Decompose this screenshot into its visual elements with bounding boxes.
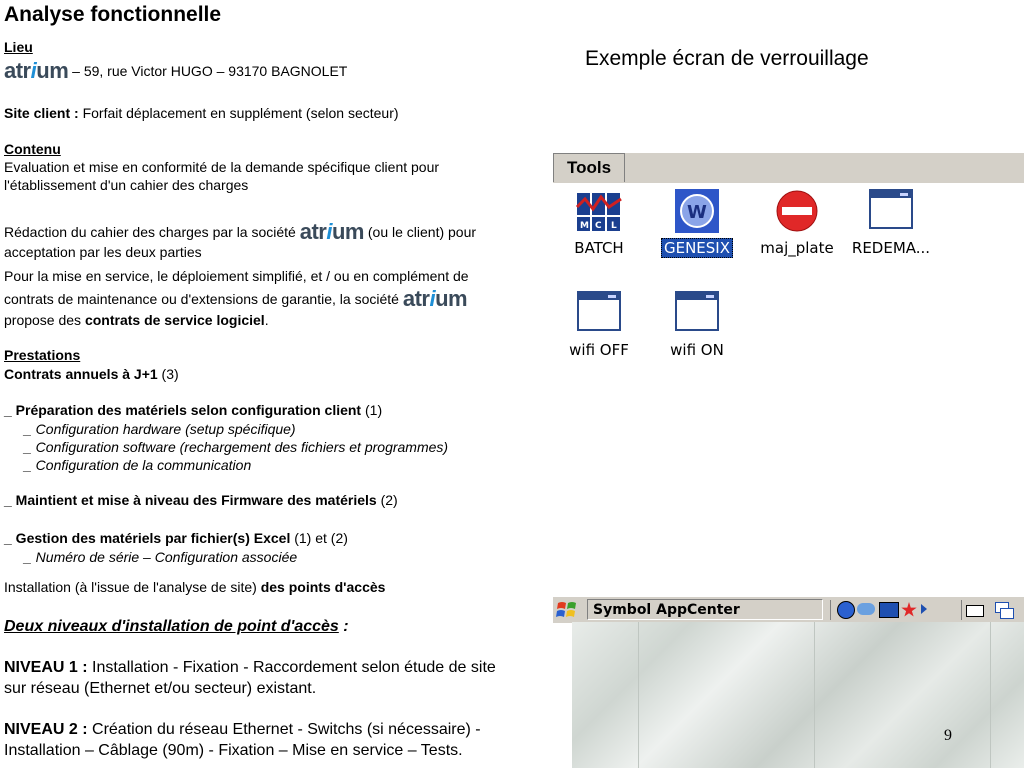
system-tray bbox=[830, 600, 951, 620]
page-title: Analyse fonctionnelle bbox=[4, 3, 222, 26]
service-line3 bbox=[4, 311, 269, 329]
alert-icon[interactable] bbox=[901, 602, 917, 618]
svg-text:L: L bbox=[611, 221, 617, 231]
contrats-line bbox=[4, 365, 179, 383]
niveau2-line2: Installation – Câblage (90m) - Fixation – Mise en service – Tests. bbox=[4, 742, 463, 759]
contenu-heading: Contenu bbox=[4, 141, 61, 157]
tab-tools[interactable]: Tools bbox=[553, 153, 625, 182]
tray-expand-arrow-icon[interactable] bbox=[921, 604, 927, 614]
network-icon[interactable] bbox=[837, 601, 855, 619]
keyboard-icon[interactable] bbox=[961, 600, 984, 620]
preparation-note: (1) bbox=[361, 402, 383, 418]
windows-switch-icon[interactable] bbox=[993, 600, 1015, 620]
svg-text:C: C bbox=[595, 221, 602, 231]
lieu-line bbox=[4, 58, 348, 83]
desktop-icon-wifi-off[interactable] bbox=[557, 291, 641, 359]
redaction-line2: acceptation par les deux parties bbox=[4, 244, 202, 260]
window-icon bbox=[575, 291, 623, 335]
svg-text:W: W bbox=[687, 202, 707, 223]
installation-line bbox=[4, 578, 385, 596]
preparation-line bbox=[4, 401, 382, 419]
installation-mid: (à l'issue de l'analyse de site) bbox=[70, 579, 261, 595]
redaction-pre: Rédaction du cahier des charges par la société bbox=[4, 224, 300, 240]
service-line3-bold: contrats de service logiciel bbox=[84, 312, 265, 328]
icon-label: BATCH bbox=[574, 239, 624, 257]
service-line2 bbox=[4, 286, 468, 311]
firmware-line bbox=[4, 491, 398, 509]
niveau1-text: Installation - Fixation - Raccordement selon étude de site bbox=[92, 659, 496, 676]
prep-item: _ Configuration software (rechargement des fichiers et programmes) bbox=[24, 439, 449, 455]
connection-icon[interactable] bbox=[857, 603, 875, 615]
start-windows-icon[interactable] bbox=[555, 599, 581, 621]
window-icon bbox=[867, 189, 915, 233]
service-line3-pre: propose des bbox=[4, 312, 85, 328]
contrats-bold: Contrats annuels à J+1 bbox=[4, 366, 158, 382]
window-icon bbox=[673, 291, 721, 335]
prestations-heading: Prestations bbox=[4, 347, 81, 363]
taskbar-app-title[interactable]: Symbol AppCenter bbox=[587, 599, 823, 620]
desktop-area bbox=[553, 183, 1024, 583]
service-line1: Pour la mise en service, le déploiement simplifié, et / ou en complément de bbox=[4, 268, 469, 284]
installation-pre: Installation bbox=[4, 579, 71, 595]
niveau1-label: NIVEAU 1 : bbox=[4, 659, 93, 676]
contrats-note: (3) bbox=[157, 366, 179, 382]
no-entry-icon bbox=[773, 189, 821, 233]
niveau1-line bbox=[4, 657, 496, 678]
icon-label: wifi OFF bbox=[569, 341, 629, 359]
service-line3-post: . bbox=[264, 312, 269, 328]
redaction-line bbox=[4, 219, 477, 244]
icon-label: maj_plate bbox=[760, 239, 834, 257]
sync-icon[interactable] bbox=[879, 602, 899, 618]
desktop-icon-wifi-on[interactable] bbox=[655, 291, 739, 359]
lieu-heading: Lieu bbox=[4, 39, 33, 55]
tools-bar bbox=[553, 152, 1024, 183]
niveau1-line2: sur réseau (Ethernet et/ou secteur) existant. bbox=[4, 680, 317, 697]
deux-niveaux-colon: : bbox=[338, 618, 349, 635]
firmware-bold: _ Maintient et mise à niveau des Firmware des matériels bbox=[4, 492, 377, 508]
address-text: – 59, rue Victor HUGO – 93170 BAGNOLET bbox=[68, 63, 348, 79]
deux-niveaux-line bbox=[4, 616, 349, 637]
niveau2-line bbox=[4, 719, 481, 740]
gestion-line bbox=[4, 529, 348, 547]
atrium-logo: atrium bbox=[4, 58, 69, 83]
screen-example-title: Exemple écran de verrouillage bbox=[585, 47, 869, 70]
desktop-icon-genesix[interactable] bbox=[655, 189, 739, 257]
service-line2-text: contrats de maintenance ou d'extensions de garantie, la société bbox=[4, 291, 403, 307]
genesix-icon bbox=[673, 189, 721, 233]
gestion-bold: _ Gestion des matériels par fichier(s) Excel bbox=[4, 530, 291, 546]
divider bbox=[638, 622, 639, 768]
divider bbox=[990, 622, 991, 768]
contenu-line2: l'établissement d'un cahier des charges bbox=[4, 177, 249, 193]
niveau2-text: Création du réseau Ethernet - Switchs (si nécessaire) - bbox=[92, 721, 481, 738]
taskbar bbox=[553, 596, 1024, 623]
marble-background bbox=[572, 622, 1024, 768]
page-number: 9 bbox=[944, 727, 952, 744]
redaction-post: (ou le client) pour bbox=[363, 224, 477, 240]
atrium-logo: atrium bbox=[299, 219, 364, 244]
atrium-logo: atrium bbox=[402, 286, 468, 311]
gestion-note: (1) et (2) bbox=[290, 530, 348, 546]
divider bbox=[814, 622, 815, 768]
site-client-text: Forfait déplacement en supplément (selon secteur) bbox=[82, 105, 399, 121]
niveau2-label: NIVEAU 2 : bbox=[4, 721, 93, 738]
desktop-icon-maj-plate[interactable] bbox=[755, 189, 839, 257]
site-client-line bbox=[4, 104, 399, 122]
mcl-icon bbox=[575, 189, 623, 233]
gestion-item: _ Numéro de série – Configuration associée bbox=[24, 549, 298, 565]
prep-item: _ Configuration hardware (setup spécifique) bbox=[24, 421, 296, 437]
deux-niveaux-heading: Deux niveaux d'installation de point d'accès bbox=[4, 618, 339, 635]
icon-label: wifi ON bbox=[670, 341, 724, 359]
prep-item: _ Configuration de la communication bbox=[24, 457, 252, 473]
icon-label: GENESIX bbox=[661, 238, 733, 258]
desktop-icon-redema[interactable] bbox=[849, 189, 933, 257]
icon-label: REDEMA... bbox=[851, 239, 931, 257]
firmware-note: (2) bbox=[376, 492, 398, 508]
svg-text:M: M bbox=[580, 221, 589, 231]
installation-bold: des points d'accès bbox=[260, 579, 386, 595]
site-client-label: Site client : bbox=[4, 105, 83, 121]
contenu-line1: Evaluation et mise en conformité de la demande spécifique client pour bbox=[4, 159, 440, 175]
preparation-bold: _ Préparation des matériels selon configuration client bbox=[4, 402, 362, 418]
desktop-icon-batch[interactable] bbox=[557, 189, 641, 257]
